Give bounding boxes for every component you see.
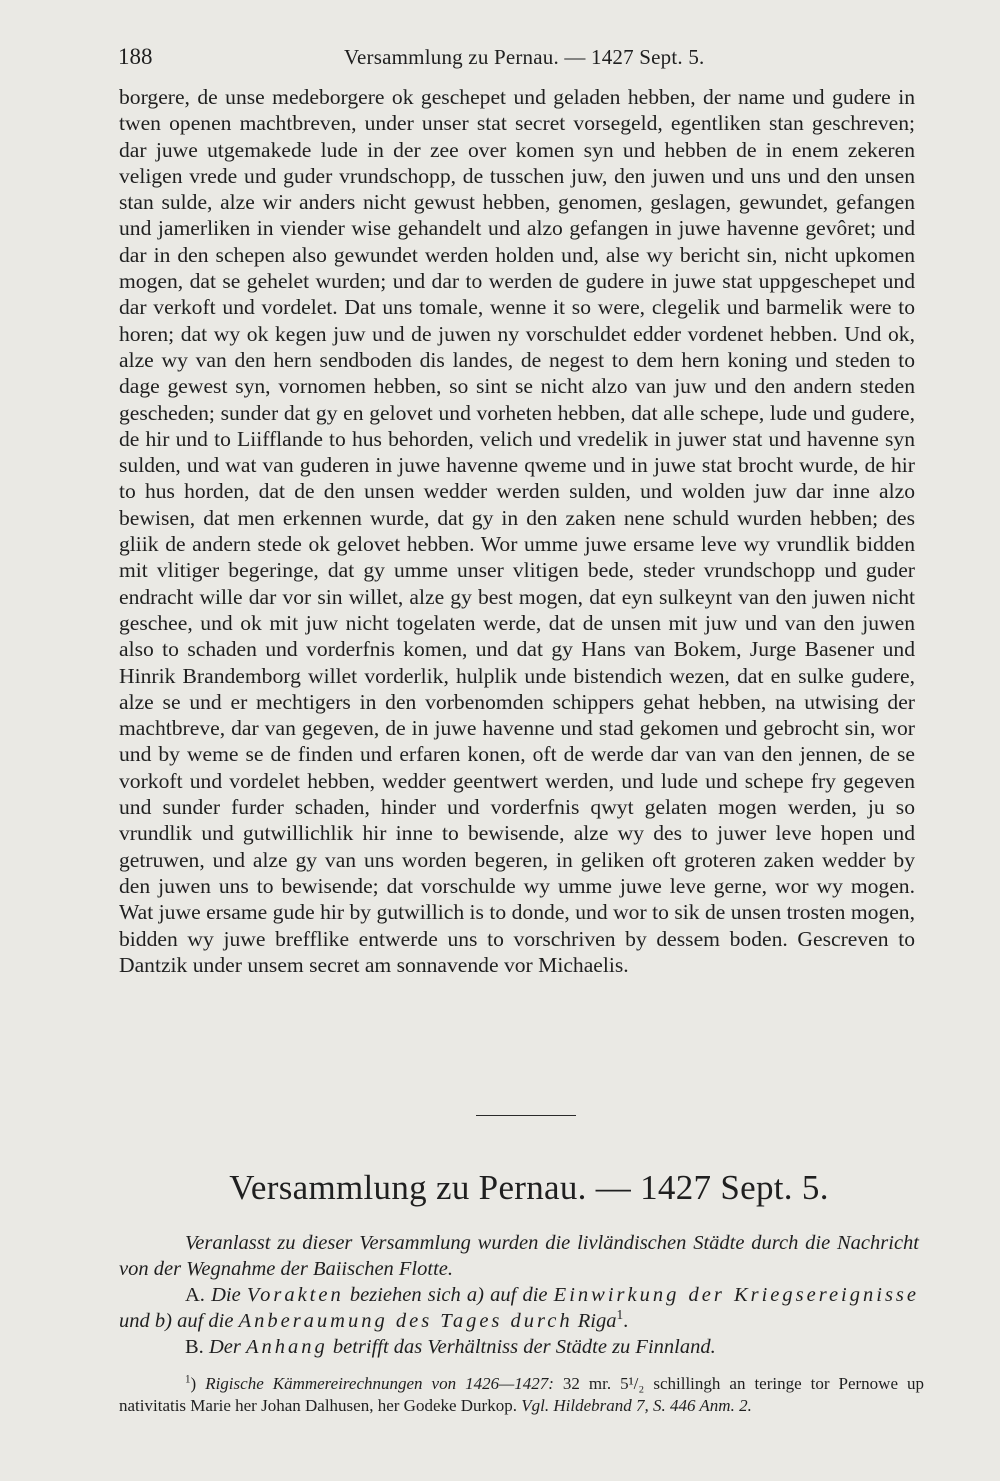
footnote-ref: Vgl. Hildebrand 7, S. 446 Anm. 2.: [521, 1396, 752, 1415]
footnote-text: 32 mr. 5¹/₂ schillingh an teringe tor Pernowe up nativitatis Marie her Johan Dalhusen, her Godeke Durkop.: [119, 1374, 925, 1415]
item-b-text: betrifft das Verhältniss der Städte zu Finnland.: [327, 1336, 716, 1358]
item-a-text: Riga: [572, 1310, 617, 1332]
footnote: $^1$) Rigische Kämmereirechnungen von 1426—1427: 32 mr. 5¹/₂ schillingh an teringe tor Pernowe up nativitatis Marie her Johan Dalhusen, her Godeke Durkop. Vgl. Hildebrand 7, S. 446 Anm. 2.: [119, 1373, 925, 1415]
page-header: [118, 44, 918, 74]
section-divider: [476, 1115, 576, 1116]
item-b-label: B.: [185, 1336, 204, 1358]
item-b-text: Der: [208, 1336, 246, 1358]
item-a-end: .: [623, 1310, 629, 1332]
footnote-source: Rigische Kämmereirechnungen von 1426—1427:: [205, 1374, 554, 1393]
page-number: 188: [118, 44, 153, 69]
intro-item-a: [119, 1282, 919, 1334]
letter-body-text: borgere, de unse medeborgere ok geschepet und geladen hebben, der name und gudere in twen openen machtbreven, under unser stat secret vorsegeld, egentliken stan geschreven; dar juwe utgemakede lude in der zee over komen syn und hebben de in enem zekeren veligen vrede und guder vrundschopp, de tusschen juw, den juwen und uns und den unsen stan sulde, alze wir anders nicht gewust hebben, genomen, geslagen, gewundet, gefangen und jamerliken in viender wise gehandelt und alzo gefangen in juwe havenne gevôret; und dar in den schepen also gewundet werden holden und, alse wy bericht sin, nicht upkomen mogen, dat se gehelet wurden; und dar to werden de gudere in juwe stat uppgeschepet und dar verkoft und vordelet. Dat uns tomale, wenne it so were, clegelik und barmelik were to horen; dat wy ok kegen juw und de juwen ny vorschuldet edder vordenet hebben. Und ok, alze wy van den hern sendboden dis landes, de negest to dem hern koning und steden to dage gewest syn, vornomen hebben, so sint se nicht alzo van juw und den andern steden gescheden; sunder dat gy en gelovet und vorheten hebben, dat alle schepe, lude und gudere, de hir und to Liifflande to hus behorden, velich und vredelik in juwer stat und havenne syn sulden, und wat van guderen in juwe havenne qweme und in juwe stat brocht wurde, de hir to hus horden, dat de den unsen wedder werden sulden, und wolden juw dar inne alzo bewisen, dat men erkennen wurde, dat gy in den zaken nene schuld wurden hebben; des gliik de andern stede ok gelovet hebben. Wor umme juwe ersame leve wy vrundlik bidden mit vlitiger begeringe, dat gy umme unser vlitigen bede, steder vrundschopp und guder endracht wille dar vor sin willet, alze gy best mogen, dat eyn sulkeynt van den juwen nicht geschee, und ok mit juw nicht togelaten werde, dat de unsen mit juw und van den juwen also to schaden und vorderfnis komen, und dat gy Hans van Bokem, Jurge Basener und Hinrik Brandemborg willet vorderlik, hulplik unde bistendich wezen, dat en sulke gudere, alze se und er mechtigers in den vorbenomden schippers gehat hebben, na utwising der machtbreve, dar van gegeven, de in juwe havenne und stad gekomen und gebrocht sin, wor und by weme se de finden und erfaren konen, oft de werde dar van van den jennen, de se vorkoft und vordelet hebben, wedder geentwert werden, und lude und schepe fry gegeven und sunder furder schaden, hinder und vorderfnis qwyt gelaten mogen werden, ju so vrundlik und gutwillichlik hir inne to bewisende, alze wy des to juwer leve hopen und getruwen, und alze gy van uns worden begeren, in geliken oft groteren zaken wedder by den juwen uns to bewisende; dat vorschulde wy umme juwe leve gerne, wor wy mogen. Wat juwe ersame gude hir by gutwillich is to donde, und wor to sik de unsen trosten mogen, bidden wy juwe brefflike entwerde uns to vorschriven by dessem boden. Gescreven to Dantzik under unsem secret am sonnavende vor Michaelis.: [119, 85, 915, 977]
item-b-term-anhang: Anhang: [245, 1336, 328, 1358]
item-a-term-vorakten: Vorakten: [246, 1284, 344, 1306]
running-title: Versammlung zu Pernau. — 1427 Sept. 5.: [344, 45, 705, 69]
item-a-text: Die: [211, 1284, 247, 1306]
item-a-text: und b) auf die: [119, 1310, 239, 1332]
footnote-marker: 1: [185, 1373, 191, 1386]
item-a-label: A.: [185, 1284, 205, 1306]
section-title: Versammlung zu Pernau. — 1427 Sept. 5.: [229, 1168, 829, 1207]
item-a-term-einwirkung: Einwirkung der Kriegsereignisse: [553, 1284, 919, 1306]
item-a-text: beziehen sich a) auf die: [343, 1284, 554, 1306]
item-a-term-anberaumung: Anberaumung des Tages durch: [238, 1310, 573, 1332]
footnote-reference: 1: [616, 1307, 624, 1323]
section-intro: [119, 1230, 919, 1360]
intro-paragraph: Veranlasst zu dieser Versammlung wurden die livländischen Städte durch die Nachricht von der Wegnahme der Baiischen Flotte.: [119, 1232, 919, 1280]
intro-item-b: [119, 1334, 919, 1360]
